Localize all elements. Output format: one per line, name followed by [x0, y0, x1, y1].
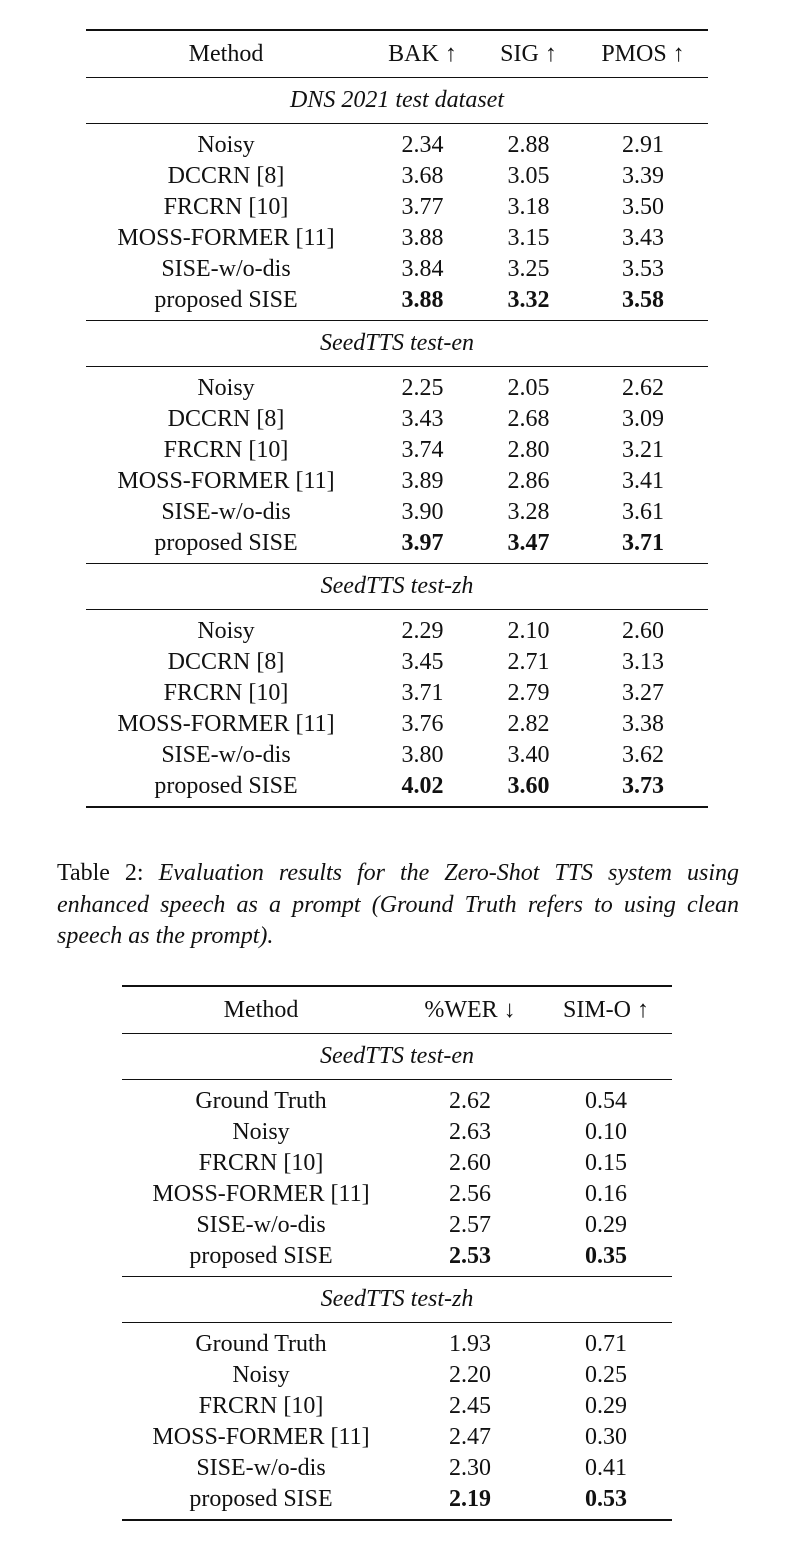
value-cell: 2.80 [507, 437, 550, 463]
value-cell: 3.84 [401, 256, 444, 282]
table-row [86, 161, 708, 192]
value-cell: 2.57 [449, 1212, 491, 1238]
method-cell: Noisy [197, 618, 255, 644]
method-cell: DCCRN [8] [167, 406, 285, 432]
table-row [86, 647, 708, 678]
caption-label: Table 2: [57, 860, 144, 886]
method-cell: Ground Truth [195, 1088, 327, 1114]
header-method: Method [223, 996, 299, 1023]
value-cell: 0.54 [585, 1088, 627, 1114]
method-cell: proposed SISE [154, 287, 298, 313]
value-cell: 2.30 [449, 1455, 491, 1481]
value-cell: 3.61 [622, 499, 664, 525]
section-header-row [122, 1277, 672, 1323]
table-row [86, 497, 708, 528]
method-cell: MOSS-FORMER [11] [152, 1181, 370, 1207]
method-cell: Noisy [232, 1362, 290, 1388]
value-cell: 2.53 [449, 1243, 491, 1269]
header-sig: SIG ↑ [500, 40, 557, 67]
method-cell: Ground Truth [195, 1331, 327, 1357]
value-cell: 2.10 [507, 618, 550, 644]
method-cell: Noisy [232, 1119, 290, 1145]
value-cell: 3.80 [401, 742, 444, 768]
value-cell: 3.76 [401, 711, 444, 737]
method-cell: SISE-w/o-dis [196, 1455, 326, 1481]
section-header-row [86, 78, 708, 124]
value-cell: 1.93 [449, 1331, 491, 1357]
value-cell: 0.16 [585, 1181, 627, 1207]
table-row [122, 1179, 672, 1210]
method-cell: MOSS-FORMER [11] [117, 711, 335, 737]
value-cell: 2.05 [507, 375, 550, 401]
method-cell: proposed SISE [154, 530, 298, 556]
value-cell: 3.38 [622, 711, 664, 737]
value-cell: 0.35 [585, 1243, 627, 1269]
method-cell: SISE-w/o-dis [161, 742, 291, 768]
value-cell: 2.63 [449, 1119, 491, 1145]
table-row [122, 1323, 672, 1361]
method-cell: MOSS-FORMER [11] [117, 225, 335, 251]
table-row [122, 1360, 672, 1391]
method-cell: SISE-w/o-dis [161, 499, 291, 525]
value-cell: 2.60 [449, 1150, 491, 1176]
section-title: SeedTTS test-en [320, 330, 474, 356]
value-cell: 3.18 [507, 194, 550, 220]
value-cell: 2.71 [507, 649, 550, 675]
value-cell: 3.62 [622, 742, 664, 768]
value-cell: 3.45 [401, 649, 444, 675]
value-cell: 2.45 [449, 1393, 491, 1419]
value-cell: 0.71 [585, 1331, 627, 1357]
value-cell: 3.58 [622, 287, 664, 313]
table-row [86, 124, 708, 162]
method-cell: proposed SISE [189, 1486, 333, 1512]
value-cell: 2.82 [507, 711, 550, 737]
value-cell: 3.28 [507, 499, 550, 525]
table-row [122, 1241, 672, 1277]
section-title: SeedTTS test-zh [320, 573, 474, 599]
table-row [86, 709, 708, 740]
value-cell: 3.53 [622, 256, 664, 282]
method-cell: MOSS-FORMER [11] [117, 468, 335, 494]
value-cell: 3.13 [622, 649, 664, 675]
value-cell: 2.25 [401, 375, 444, 401]
value-cell: 3.15 [507, 225, 550, 251]
value-cell: 2.88 [507, 132, 550, 158]
header-method: Method [188, 40, 264, 67]
value-cell: 2.29 [401, 618, 444, 644]
table-row [122, 1453, 672, 1484]
value-cell: 3.41 [622, 468, 664, 494]
value-cell: 2.79 [507, 680, 550, 706]
table-row [86, 254, 708, 285]
value-cell: 2.47 [449, 1424, 491, 1450]
value-cell: 3.25 [507, 256, 550, 282]
value-cell: 2.34 [401, 132, 444, 158]
results-table-enhancement [86, 29, 708, 808]
value-cell: 0.29 [585, 1212, 627, 1238]
method-cell: Noisy [197, 375, 255, 401]
table-row [86, 285, 708, 321]
table-row [122, 1391, 672, 1422]
table-row [122, 1148, 672, 1179]
method-cell: FRCRN [10] [198, 1150, 324, 1176]
header-wer: %WER ↓ [424, 996, 516, 1023]
method-cell: Noisy [197, 132, 255, 158]
method-cell: FRCRN [10] [198, 1393, 324, 1419]
value-cell: 3.32 [507, 287, 550, 313]
value-cell: 0.25 [585, 1362, 627, 1388]
value-cell: 2.62 [449, 1088, 491, 1114]
method-cell: proposed SISE [189, 1243, 333, 1269]
value-cell: 3.09 [622, 406, 664, 432]
value-cell: 0.10 [585, 1119, 627, 1145]
table-row [86, 678, 708, 709]
method-cell: SISE-w/o-dis [161, 256, 291, 282]
table-row [122, 1210, 672, 1241]
value-cell: 0.41 [585, 1455, 627, 1481]
table-row [86, 528, 708, 564]
method-cell: SISE-w/o-dis [196, 1212, 326, 1238]
value-cell: 3.77 [401, 194, 444, 220]
value-cell: 3.68 [401, 163, 444, 189]
section-title: SeedTTS test-en [320, 1043, 474, 1069]
value-cell: 3.40 [507, 742, 550, 768]
value-cell: 3.43 [622, 225, 664, 251]
value-cell: 3.88 [401, 287, 444, 313]
section-title: SeedTTS test-zh [320, 1286, 474, 1312]
section-header-row [86, 564, 708, 610]
method-cell: proposed SISE [154, 773, 298, 799]
table-row [86, 404, 708, 435]
caption-text: Evaluation results for the Zero-Shot TTS system using enhanced speech as a prompt (Ground Truth refers to using clean speech as the prompt). [57, 860, 740, 949]
table-row [122, 1080, 672, 1118]
section-header-row [122, 1034, 672, 1080]
table-row [86, 435, 708, 466]
method-cell: FRCRN [10] [163, 194, 289, 220]
value-cell: 2.91 [622, 132, 664, 158]
table-row [86, 610, 708, 648]
value-cell: 3.74 [401, 437, 444, 463]
section-title: DNS 2021 test dataset [290, 87, 504, 113]
value-cell: 2.20 [449, 1362, 491, 1388]
header-sim-o: SIM-O ↑ [562, 996, 649, 1023]
value-cell: 2.68 [507, 406, 550, 432]
value-cell: 3.89 [401, 468, 444, 494]
value-cell: 3.97 [401, 530, 444, 556]
method-cell: MOSS-FORMER [11] [152, 1424, 370, 1450]
value-cell: 3.88 [401, 225, 444, 251]
table-caption [57, 858, 739, 953]
value-cell: 3.47 [507, 530, 550, 556]
value-cell: 2.60 [622, 618, 664, 644]
value-cell: 2.62 [622, 375, 664, 401]
method-cell: FRCRN [10] [163, 680, 289, 706]
value-cell: 4.02 [401, 773, 444, 799]
table-row [86, 740, 708, 771]
value-cell: 3.39 [622, 163, 664, 189]
value-cell: 0.30 [585, 1424, 627, 1450]
value-cell: 3.43 [401, 406, 444, 432]
value-cell: 3.60 [507, 773, 550, 799]
section-header-row [86, 321, 708, 367]
value-cell: 3.90 [401, 499, 444, 525]
value-cell: 0.53 [585, 1486, 627, 1512]
results-table-zero-shot-tts [122, 985, 672, 1521]
table-row [86, 223, 708, 254]
value-cell: 3.73 [622, 773, 664, 799]
table-row [86, 192, 708, 223]
value-cell: 2.19 [449, 1486, 491, 1512]
table-row [122, 1117, 672, 1148]
table-header-row [86, 30, 708, 78]
value-cell: 3.27 [622, 680, 664, 706]
table-row [122, 1484, 672, 1520]
table-row [86, 466, 708, 497]
table-row [86, 367, 708, 405]
header-pmos: PMOS ↑ [601, 40, 685, 67]
method-cell: DCCRN [8] [167, 649, 285, 675]
value-cell: 0.15 [585, 1150, 627, 1176]
value-cell: 3.21 [622, 437, 664, 463]
value-cell: 2.86 [507, 468, 550, 494]
value-cell: 3.50 [622, 194, 664, 220]
value-cell: 0.29 [585, 1393, 627, 1419]
table-row [86, 771, 708, 807]
value-cell: 3.05 [507, 163, 550, 189]
method-cell: FRCRN [10] [163, 437, 289, 463]
value-cell: 3.71 [401, 680, 444, 706]
table-row [122, 1422, 672, 1453]
value-cell: 3.71 [622, 530, 664, 556]
value-cell: 2.56 [449, 1181, 491, 1207]
table-header-row [122, 986, 672, 1034]
header-bak: BAK ↑ [388, 40, 457, 67]
method-cell: DCCRN [8] [167, 163, 285, 189]
